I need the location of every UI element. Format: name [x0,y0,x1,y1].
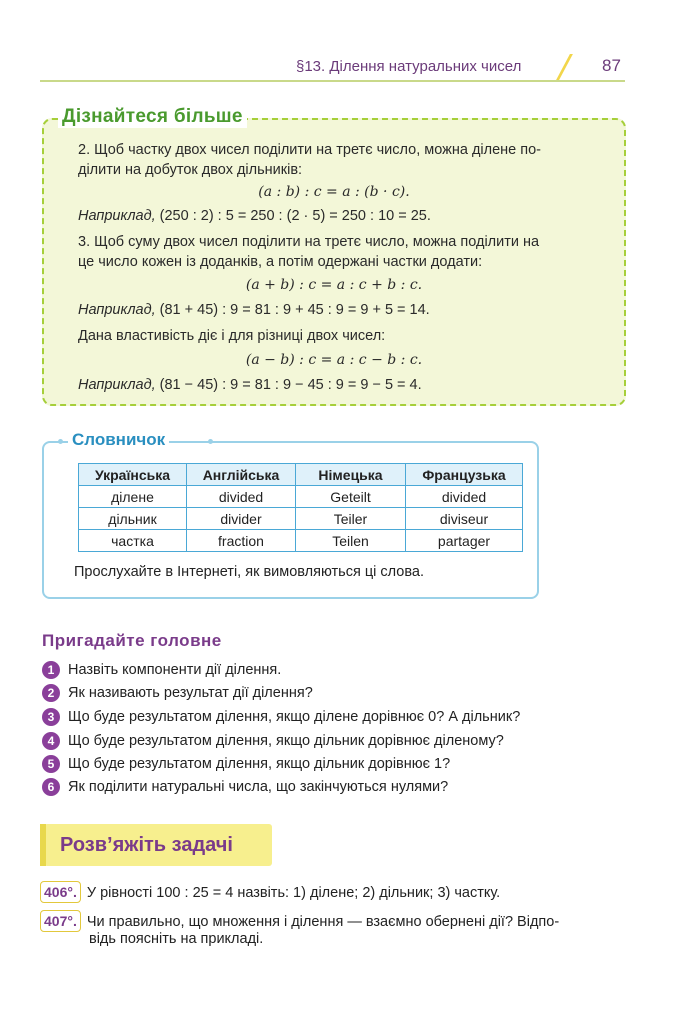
table-cell: дільник [79,508,187,530]
question-text: Що буде результатом ділення, якщо дільник дорівнює 1? [68,756,451,772]
page-number: 87 [602,56,621,75]
table-cell: divider [187,508,296,530]
number-badge: 3 [42,708,60,726]
question-text: Назвіть компоненти дії ділення. [68,662,282,678]
dictionary-note: Прослухайте в Інтернеті, як вимовляються ці слова. [74,564,424,580]
title-dot-right [208,439,213,444]
question-text: Що буде результатом ділення, якщо дільник дорівнює діленому? [68,733,504,749]
col-english: Англійська [187,464,296,486]
title-dot-left [58,439,63,444]
table-cell: Teilen [296,530,406,552]
learn-more-title: Дізнайтеся більше [58,106,247,128]
task-407-line-2: відь поясніть на прикладі. [89,931,264,947]
example-1 [78,206,602,226]
list-item [42,683,313,705]
rule-2-line-1: 2. Щоб частку двох чисел поділити на третє число, можна ділене по- [78,142,542,158]
list-item [42,754,450,776]
example-label: Наприклад, [78,302,156,318]
example-2-text: (81 + 45) : 9 = 81 : 9 + 45 : 9 = 9 + 5 = 14. [159,302,430,318]
number-badge: 1 [42,661,60,679]
example-1-text: (250 : 2) : 5 = 250 : (2 · 5) = 250 : 10 = 25. [159,208,431,224]
rule-3-line-2: це число кожен із доданків, а потім одержані частки додати: [78,254,483,270]
running-header-title: §13. Ділення натуральних чисел [296,58,522,75]
example-2 [78,300,602,320]
table-cell: divided [187,486,296,508]
example-label: Наприклад, [78,208,156,224]
task-text: У рівності 100 : 25 = 4 назвіть: 1) ділене; 2) дільник; 3) частку. [86,885,501,901]
rule-2-line-2: ділити на добуток двох дільників: [78,162,303,178]
example-3-text: (81 − 45) : 9 = 81 : 9 − 45 : 9 = 9 − 5 = 4. [159,377,422,393]
rule-3-line-1: 3. Щоб суму двох чисел поділити на третє число, можна поділити на [78,234,540,250]
col-french: Французька [406,464,523,486]
table-cell: Geteilt [296,486,406,508]
number-badge: 4 [42,732,60,750]
number-badge: 6 [42,778,60,796]
table-cell: divided [406,486,523,508]
solve-title: Розв’яжіть задачі [60,834,233,856]
col-ukrainian: Українська [79,464,187,486]
solve-banner-edge [40,824,46,866]
table-cell: частка [79,530,187,552]
remember-title: Пригадайте головне [42,631,222,650]
number-badge: 2 [42,684,60,702]
formula-2: (a + b) : c = a : c + b : c. [245,277,423,293]
task-text: Чи правильно, що множення і ділення — взаємно обернені дії? Відпо- [86,914,560,930]
table-cell: fraction [187,530,296,552]
table-cell: diviseur [406,508,523,530]
question-text: Як поділити натуральні числа, що закінчуються нулями? [68,779,449,795]
example-label: Наприклад, [78,377,156,393]
question-text: Як називають результат дії ділення? [68,685,313,701]
header-slash-decoration [556,54,573,80]
list-item [42,777,448,799]
learn-more-box [42,118,626,406]
task-number: 407°. [40,910,81,932]
list-item [42,707,520,729]
table-row [79,530,523,552]
formula-3: (a − b) : c = a : c − b : c. [245,352,423,368]
list-item [42,660,281,682]
task-406 [40,881,500,903]
dictionary-table [78,463,523,552]
number-badge: 5 [42,755,60,773]
table-cell: Teiler [296,508,406,530]
table-cell: partager [406,530,523,552]
formula-1: (a : b) : c = a : (b · c). [258,184,410,200]
header-rule [40,80,625,82]
task-number: 406°. [40,881,81,903]
dictionary-title: Словничок [68,430,169,450]
table-header-row [79,464,523,486]
list-item [42,731,504,753]
question-text: Що буде результатом ділення, якщо ділене дорівнює 0? А дільник? [68,709,521,725]
table-row [79,508,523,530]
difference-property: Дана властивість діє і для різниці двох чисел: [78,328,386,344]
table-cell: ділене [79,486,187,508]
col-german: Німецька [296,464,406,486]
example-3 [78,375,602,395]
table-row [79,486,523,508]
